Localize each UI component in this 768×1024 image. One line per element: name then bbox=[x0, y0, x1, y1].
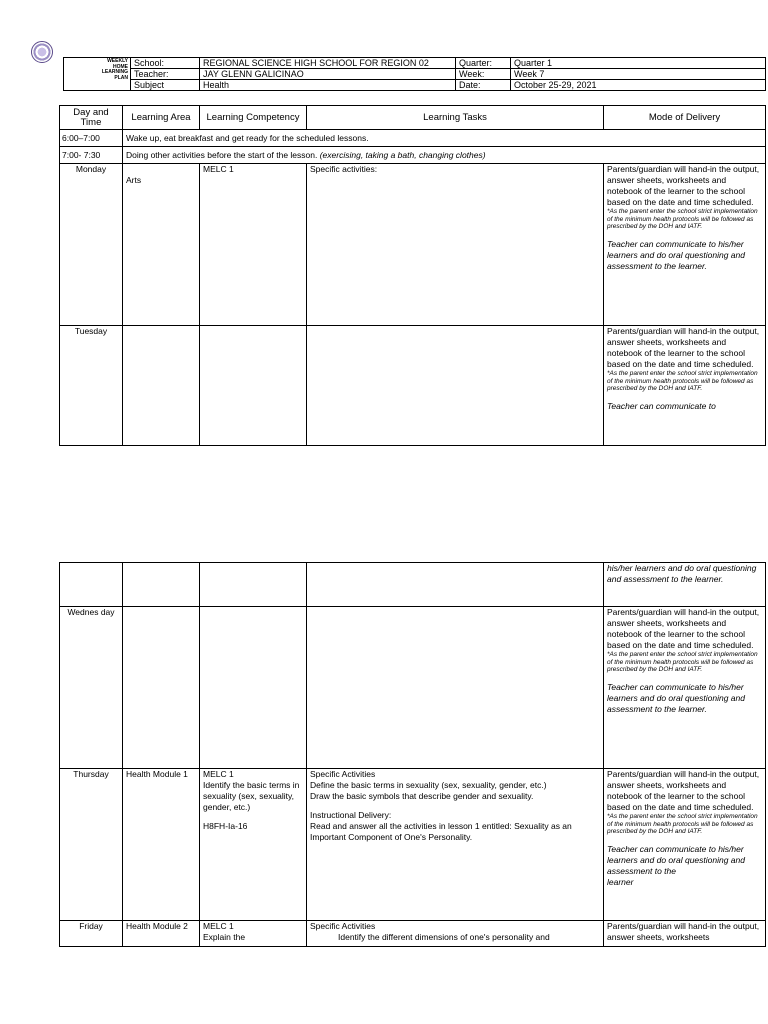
quarter-value: Quarter 1 bbox=[511, 58, 766, 69]
wednesday-delivery: Parents/guardian will hand-in the output, answer sheets, worksheets and notebook of the learner to the school based on the date and time scheduled. *As the parent enter the school strict implementation of the minimum health protocols will be followed as prescribed by the DOH and IATF. Teacher can communicate to his/her learners and do oral questioning and assessment to the learner. bbox=[604, 607, 766, 769]
monday-day: Monday bbox=[60, 164, 123, 326]
monday-area: Arts bbox=[123, 164, 200, 326]
date-value: October 25-29, 2021 bbox=[511, 80, 766, 91]
subject-value: Health bbox=[200, 80, 456, 91]
thursday-day: Thursday bbox=[60, 769, 123, 921]
friday-tasks: Specific Activities Identify the different dimensions of one's personality and bbox=[307, 921, 604, 947]
thursday-delivery: Parents/guardian will hand-in the output, answer sheets, worksheets and notebook of the learner to the school based on the date and time scheduled. *As the parent enter the school strict implementation of the minimum health protocols will be followed as prescribed by the DOH and IATF. Teacher can communicate to his/her learners and do oral questioning and assessment to the learner bbox=[604, 769, 766, 921]
monday-tasks: Specific activities: bbox=[307, 164, 604, 326]
week-label: Week: bbox=[456, 69, 511, 80]
friday-delivery: Parents/guardian will hand-in the output, answer sheets, worksheets bbox=[604, 921, 766, 947]
form-title: WEEKLY HOME LEARNING PLAN bbox=[64, 58, 131, 91]
routine-text: Doing other activities before the start of the lesson. (exercising, taking a bath, changing clothes) bbox=[123, 147, 766, 164]
thursday-competency: MELC 1 Identify the basic terms in sexuality (sex, sexuality, gender, etc.) H8FH-Ia-16 bbox=[200, 769, 307, 921]
tuesday-continued-row bbox=[60, 563, 766, 607]
quarter-label: Quarter: bbox=[456, 58, 511, 69]
deped-seal-logo bbox=[31, 41, 53, 63]
teacher-label: Teacher: bbox=[131, 69, 200, 80]
wednesday-row bbox=[60, 607, 766, 769]
subject-label: Subject bbox=[131, 80, 200, 91]
tuesday-row bbox=[60, 326, 766, 446]
routine-row bbox=[60, 147, 766, 164]
school-label: School: bbox=[131, 58, 200, 69]
tuesday-delivery-continued: his/her learners and do oral questioning and assessment to the learner. bbox=[604, 563, 766, 607]
friday-day: Friday bbox=[60, 921, 123, 947]
monday-row bbox=[60, 164, 766, 326]
col-header-delivery: Mode of Delivery bbox=[604, 106, 766, 130]
header-table bbox=[63, 57, 766, 91]
routine-text: Wake up, eat breakfast and get ready for the scheduled lessons. bbox=[123, 130, 766, 147]
routine-time: 7:00- 7:30 bbox=[60, 147, 123, 164]
date-label: Date: bbox=[456, 80, 511, 91]
thursday-area: Health Module 1 bbox=[123, 769, 200, 921]
friday-row bbox=[60, 921, 766, 947]
friday-area: Health Module 2 bbox=[123, 921, 200, 947]
col-header-day: Day and Time bbox=[60, 106, 123, 130]
schedule-table-page2 bbox=[59, 562, 766, 947]
monday-competency: MELC 1 bbox=[200, 164, 307, 326]
wednesday-day: Wednes day bbox=[60, 607, 123, 769]
thursday-tasks: Specific Activities Define the basic terms in sexuality (sex, sexuality, gender, etc.) Draw the basic symbols that describe gender and sexuality. Instructional Delivery: Read and answer all the activities in lesson 1 entitled: Sexuality as an Important Component of One's Personality. bbox=[307, 769, 604, 921]
col-header-tasks: Learning Tasks bbox=[307, 106, 604, 130]
thursday-row bbox=[60, 769, 766, 921]
tuesday-delivery: Parents/guardian will hand-in the output, answer sheets, worksheets and notebook of the learner to the school based on the date and time scheduled. *As the parent enter the school strict implementation of the minimum health protocols will be followed as prescribed by the DOH and IATF. Teacher can communicate to bbox=[604, 326, 766, 446]
teacher-value: JAY GLENN GALICINAO bbox=[200, 69, 456, 80]
routine-row bbox=[60, 130, 766, 147]
friday-competency: MELC 1 Explain the bbox=[200, 921, 307, 947]
school-value: REGIONAL SCIENCE HIGH SCHOOL FOR REGION 02 bbox=[200, 58, 456, 69]
routine-time: 6:00–7:00 bbox=[60, 130, 123, 147]
col-header-competency: Learning Competency bbox=[200, 106, 307, 130]
monday-delivery: Parents/guardian will hand-in the output, answer sheets, worksheets and notebook of the learner to the school based on the date and time scheduled. *As the parent enter the school strict implementation of the minimum health protocols will be followed as prescribed by the DOH and IATF. Teacher can communicate to his/her learners and do oral questioning and assessment to the learner. bbox=[604, 164, 766, 326]
schedule-table-page1 bbox=[59, 105, 766, 446]
week-value: Week 7 bbox=[511, 69, 766, 80]
tuesday-day: Tuesday bbox=[60, 326, 123, 446]
col-header-area: Learning Area bbox=[123, 106, 200, 130]
